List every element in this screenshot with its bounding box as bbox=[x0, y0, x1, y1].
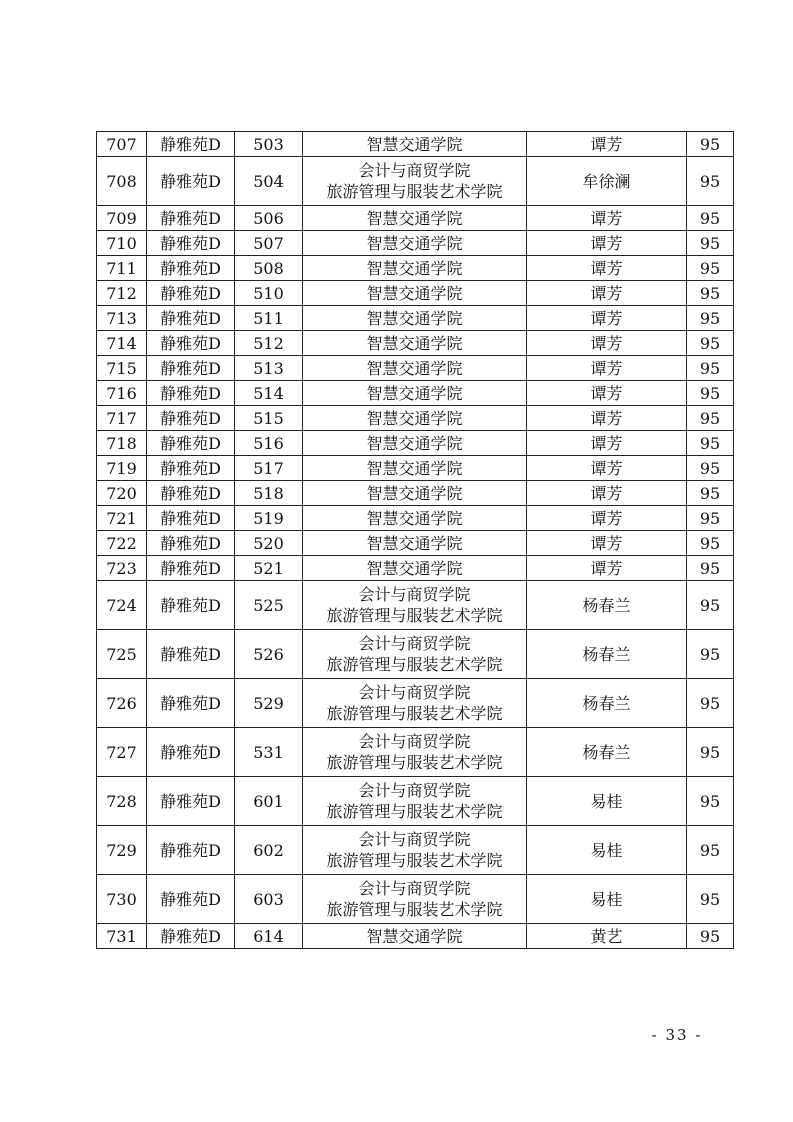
room-number-cell: 521 bbox=[235, 556, 303, 581]
tutor-cell: 牟徐澜 bbox=[527, 157, 687, 206]
room-number-cell: 601 bbox=[235, 777, 303, 826]
table-row bbox=[97, 531, 734, 556]
building-cell: 静雅苑D bbox=[147, 481, 235, 506]
table-row bbox=[97, 481, 734, 506]
college-cell bbox=[303, 531, 527, 556]
tutor-cell: 易桂 bbox=[527, 777, 687, 826]
building-cell: 静雅苑D bbox=[147, 306, 235, 331]
table-row bbox=[97, 506, 734, 531]
score-cell: 95 bbox=[687, 531, 734, 556]
score-cell: 95 bbox=[687, 356, 734, 381]
tutor-cell: 谭芳 bbox=[527, 306, 687, 331]
tutor-cell: 杨春兰 bbox=[527, 630, 687, 679]
row-number-cell: 731 bbox=[97, 924, 147, 949]
room-number-cell: 507 bbox=[235, 231, 303, 256]
score-cell: 95 bbox=[687, 826, 734, 875]
table-row bbox=[97, 431, 734, 456]
college-cell bbox=[303, 924, 527, 949]
table-row bbox=[97, 826, 734, 875]
room-number-cell: 519 bbox=[235, 506, 303, 531]
tutor-cell: 易桂 bbox=[527, 826, 687, 875]
table-row bbox=[97, 206, 734, 231]
building-cell: 静雅苑D bbox=[147, 456, 235, 481]
row-number-cell: 726 bbox=[97, 679, 147, 728]
college-cell bbox=[303, 331, 527, 356]
row-number-cell: 719 bbox=[97, 456, 147, 481]
building-cell: 静雅苑D bbox=[147, 777, 235, 826]
college-name: 旅游管理与服装艺术学院 bbox=[326, 753, 503, 772]
college-name: 智慧交通学院 bbox=[366, 483, 463, 503]
college-name: 智慧交通学院 bbox=[366, 233, 463, 253]
college-cell bbox=[303, 132, 527, 157]
tutor-cell: 谭芳 bbox=[527, 531, 687, 556]
college-cell bbox=[303, 406, 527, 431]
college-cell bbox=[303, 728, 527, 777]
room-number-cell: 602 bbox=[235, 826, 303, 875]
college-cell bbox=[303, 157, 527, 206]
college-name: 旅游管理与服装艺术学院 bbox=[326, 851, 503, 870]
score-cell: 95 bbox=[687, 506, 734, 531]
score-cell: 95 bbox=[687, 306, 734, 331]
score-cell: 95 bbox=[687, 679, 734, 728]
college-cell bbox=[303, 875, 527, 924]
room-number-cell: 520 bbox=[235, 531, 303, 556]
row-number-cell: 707 bbox=[97, 132, 147, 157]
college-name: 会计与商贸学院 bbox=[358, 585, 471, 604]
college-cell bbox=[303, 231, 527, 256]
table-body bbox=[97, 132, 734, 949]
row-number-cell: 717 bbox=[97, 406, 147, 431]
dormitory-score-table bbox=[96, 131, 734, 949]
tutor-cell: 谭芳 bbox=[527, 431, 687, 456]
table-row bbox=[97, 875, 734, 924]
room-number-cell: 516 bbox=[235, 431, 303, 456]
row-number-cell: 716 bbox=[97, 381, 147, 406]
building-cell: 静雅苑D bbox=[147, 431, 235, 456]
room-number-cell: 517 bbox=[235, 456, 303, 481]
college-cell bbox=[303, 481, 527, 506]
room-number-cell: 511 bbox=[235, 306, 303, 331]
college-name: 会计与商贸学院 bbox=[358, 161, 471, 180]
college-name: 智慧交通学院 bbox=[366, 533, 463, 553]
room-number-cell: 510 bbox=[235, 281, 303, 306]
college-name: 旅游管理与服装艺术学院 bbox=[326, 655, 503, 674]
building-cell: 静雅苑D bbox=[147, 630, 235, 679]
tutor-cell: 易桂 bbox=[527, 875, 687, 924]
college-name: 旅游管理与服装艺术学院 bbox=[326, 704, 503, 723]
room-number-cell: 514 bbox=[235, 381, 303, 406]
table-row bbox=[97, 777, 734, 826]
college-name: 智慧交通学院 bbox=[366, 458, 463, 478]
room-number-cell: 513 bbox=[235, 356, 303, 381]
score-cell: 95 bbox=[687, 777, 734, 826]
building-cell: 静雅苑D bbox=[147, 728, 235, 777]
college-cell bbox=[303, 456, 527, 481]
score-cell: 95 bbox=[687, 875, 734, 924]
row-number-cell: 729 bbox=[97, 826, 147, 875]
table-row bbox=[97, 132, 734, 157]
tutor-cell: 杨春兰 bbox=[527, 679, 687, 728]
building-cell: 静雅苑D bbox=[147, 157, 235, 206]
row-number-cell: 712 bbox=[97, 281, 147, 306]
tutor-cell: 谭芳 bbox=[527, 331, 687, 356]
room-number-cell: 518 bbox=[235, 481, 303, 506]
score-cell: 95 bbox=[687, 281, 734, 306]
row-number-cell: 721 bbox=[97, 506, 147, 531]
college-cell bbox=[303, 206, 527, 231]
row-number-cell: 714 bbox=[97, 331, 147, 356]
tutor-cell: 黄艺 bbox=[527, 924, 687, 949]
tutor-cell: 谭芳 bbox=[527, 256, 687, 281]
college-name: 智慧交通学院 bbox=[366, 283, 463, 303]
room-number-cell: 515 bbox=[235, 406, 303, 431]
building-cell: 静雅苑D bbox=[147, 875, 235, 924]
college-name: 会计与商贸学院 bbox=[358, 634, 471, 653]
building-cell: 静雅苑D bbox=[147, 406, 235, 431]
tutor-cell: 谭芳 bbox=[527, 132, 687, 157]
table-row bbox=[97, 556, 734, 581]
tutor-cell: 杨春兰 bbox=[527, 728, 687, 777]
tutor-cell: 谭芳 bbox=[527, 506, 687, 531]
row-number-cell: 711 bbox=[97, 256, 147, 281]
row-number-cell: 728 bbox=[97, 777, 147, 826]
score-cell: 95 bbox=[687, 924, 734, 949]
row-number-cell: 718 bbox=[97, 431, 147, 456]
table-row bbox=[97, 679, 734, 728]
table-row bbox=[97, 331, 734, 356]
score-cell: 95 bbox=[687, 231, 734, 256]
college-cell bbox=[303, 256, 527, 281]
table-row bbox=[97, 581, 734, 630]
room-number-cell: 503 bbox=[235, 132, 303, 157]
room-number-cell: 506 bbox=[235, 206, 303, 231]
table-row bbox=[97, 356, 734, 381]
building-cell: 静雅苑D bbox=[147, 531, 235, 556]
table-row bbox=[97, 381, 734, 406]
building-cell: 静雅苑D bbox=[147, 924, 235, 949]
college-name: 智慧交通学院 bbox=[366, 383, 463, 403]
college-cell bbox=[303, 826, 527, 875]
row-number-cell: 723 bbox=[97, 556, 147, 581]
tutor-cell: 杨春兰 bbox=[527, 581, 687, 630]
row-number-cell: 727 bbox=[97, 728, 147, 777]
tutor-cell: 谭芳 bbox=[527, 281, 687, 306]
room-number-cell: 614 bbox=[235, 924, 303, 949]
score-cell: 95 bbox=[687, 256, 734, 281]
building-cell: 静雅苑D bbox=[147, 231, 235, 256]
score-cell: 95 bbox=[687, 481, 734, 506]
tutor-cell: 谭芳 bbox=[527, 206, 687, 231]
college-cell bbox=[303, 306, 527, 331]
college-cell bbox=[303, 630, 527, 679]
room-number-cell: 512 bbox=[235, 331, 303, 356]
college-name: 智慧交通学院 bbox=[366, 333, 463, 353]
college-name: 智慧交通学院 bbox=[366, 308, 463, 328]
row-number-cell: 713 bbox=[97, 306, 147, 331]
building-cell: 静雅苑D bbox=[147, 132, 235, 157]
college-cell bbox=[303, 506, 527, 531]
score-cell: 95 bbox=[687, 381, 734, 406]
college-cell bbox=[303, 431, 527, 456]
page-number: - 33 - bbox=[651, 1026, 703, 1044]
building-cell: 静雅苑D bbox=[147, 381, 235, 406]
dormitory-score-table-container bbox=[96, 131, 733, 949]
college-name: 会计与商贸学院 bbox=[358, 732, 471, 751]
row-number-cell: 730 bbox=[97, 875, 147, 924]
college-name: 旅游管理与服装艺术学院 bbox=[326, 900, 503, 919]
college-cell bbox=[303, 356, 527, 381]
college-name: 智慧交通学院 bbox=[366, 208, 463, 228]
college-cell bbox=[303, 281, 527, 306]
tutor-cell: 谭芳 bbox=[527, 356, 687, 381]
tutor-cell: 谭芳 bbox=[527, 556, 687, 581]
tutor-cell: 谭芳 bbox=[527, 381, 687, 406]
score-cell: 95 bbox=[687, 406, 734, 431]
college-name: 智慧交通学院 bbox=[366, 926, 463, 946]
row-number-cell: 722 bbox=[97, 531, 147, 556]
building-cell: 静雅苑D bbox=[147, 206, 235, 231]
table-row bbox=[97, 728, 734, 777]
college-cell bbox=[303, 381, 527, 406]
tutor-cell: 谭芳 bbox=[527, 406, 687, 431]
tutor-cell: 谭芳 bbox=[527, 456, 687, 481]
building-cell: 静雅苑D bbox=[147, 506, 235, 531]
row-number-cell: 708 bbox=[97, 157, 147, 206]
row-number-cell: 720 bbox=[97, 481, 147, 506]
college-cell bbox=[303, 679, 527, 728]
college-name: 智慧交通学院 bbox=[366, 358, 463, 378]
college-cell bbox=[303, 777, 527, 826]
college-name: 智慧交通学院 bbox=[366, 134, 463, 154]
room-number-cell: 525 bbox=[235, 581, 303, 630]
college-name: 智慧交通学院 bbox=[366, 558, 463, 578]
room-number-cell: 531 bbox=[235, 728, 303, 777]
building-cell: 静雅苑D bbox=[147, 281, 235, 306]
college-name: 会计与商贸学院 bbox=[358, 781, 471, 800]
row-number-cell: 725 bbox=[97, 630, 147, 679]
building-cell: 静雅苑D bbox=[147, 256, 235, 281]
score-cell: 95 bbox=[687, 728, 734, 777]
college-name: 旅游管理与服装艺术学院 bbox=[326, 802, 503, 821]
college-name: 会计与商贸学院 bbox=[358, 830, 471, 849]
tutor-cell: 谭芳 bbox=[527, 481, 687, 506]
score-cell: 95 bbox=[687, 157, 734, 206]
score-cell: 95 bbox=[687, 581, 734, 630]
college-name: 会计与商贸学院 bbox=[358, 879, 471, 898]
college-name: 智慧交通学院 bbox=[366, 433, 463, 453]
score-cell: 95 bbox=[687, 456, 734, 481]
score-cell: 95 bbox=[687, 431, 734, 456]
score-cell: 95 bbox=[687, 630, 734, 679]
table-row bbox=[97, 306, 734, 331]
room-number-cell: 526 bbox=[235, 630, 303, 679]
building-cell: 静雅苑D bbox=[147, 556, 235, 581]
room-number-cell: 529 bbox=[235, 679, 303, 728]
table-row bbox=[97, 456, 734, 481]
building-cell: 静雅苑D bbox=[147, 356, 235, 381]
college-name: 智慧交通学院 bbox=[366, 258, 463, 278]
score-cell: 95 bbox=[687, 331, 734, 356]
college-cell bbox=[303, 581, 527, 630]
table-row bbox=[97, 231, 734, 256]
college-name: 旅游管理与服装艺术学院 bbox=[326, 182, 503, 201]
score-cell: 95 bbox=[687, 132, 734, 157]
row-number-cell: 709 bbox=[97, 206, 147, 231]
room-number-cell: 508 bbox=[235, 256, 303, 281]
room-number-cell: 504 bbox=[235, 157, 303, 206]
college-cell bbox=[303, 556, 527, 581]
tutor-cell: 谭芳 bbox=[527, 231, 687, 256]
building-cell: 静雅苑D bbox=[147, 679, 235, 728]
score-cell: 95 bbox=[687, 206, 734, 231]
building-cell: 静雅苑D bbox=[147, 826, 235, 875]
college-name: 智慧交通学院 bbox=[366, 408, 463, 428]
row-number-cell: 715 bbox=[97, 356, 147, 381]
room-number-cell: 603 bbox=[235, 875, 303, 924]
building-cell: 静雅苑D bbox=[147, 581, 235, 630]
row-number-cell: 710 bbox=[97, 231, 147, 256]
score-cell: 95 bbox=[687, 556, 734, 581]
table-row bbox=[97, 630, 734, 679]
college-name: 旅游管理与服装艺术学院 bbox=[326, 606, 503, 625]
row-number-cell: 724 bbox=[97, 581, 147, 630]
table-row bbox=[97, 406, 734, 431]
table-row bbox=[97, 157, 734, 206]
table-row bbox=[97, 281, 734, 306]
building-cell: 静雅苑D bbox=[147, 331, 235, 356]
college-name: 智慧交通学院 bbox=[366, 508, 463, 528]
table-row bbox=[97, 924, 734, 949]
table-row bbox=[97, 256, 734, 281]
college-name: 会计与商贸学院 bbox=[358, 683, 471, 702]
